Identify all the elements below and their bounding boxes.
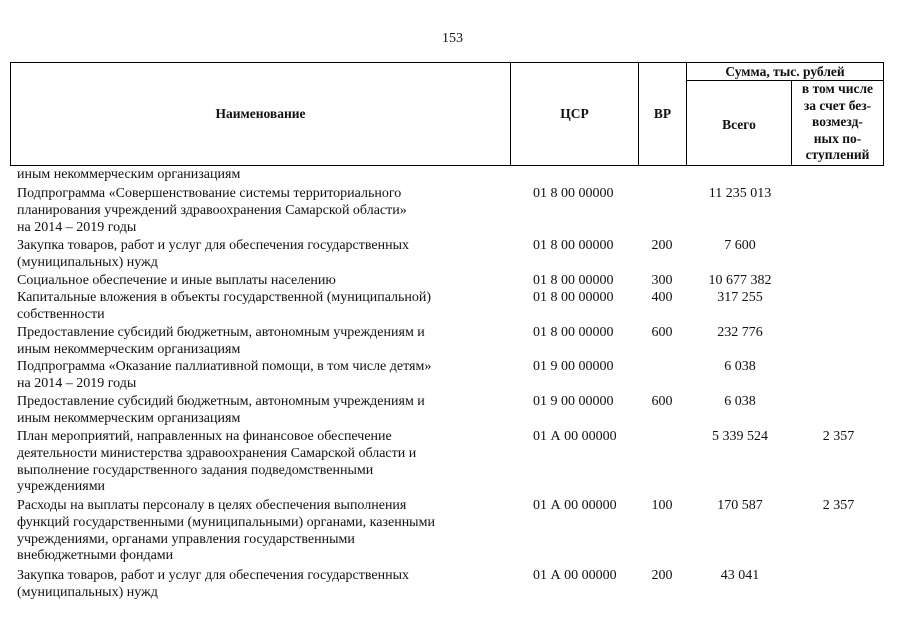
row-csr: 01 8 00 00000 xyxy=(533,325,614,340)
row-name xyxy=(17,238,502,272)
row-name-line: Расходы на выплаты персоналу в целях обеспечения выполнения xyxy=(17,498,407,513)
header-vr: ВР xyxy=(653,106,672,121)
header-incl-line: ступлений xyxy=(805,147,870,162)
row-name xyxy=(17,394,502,428)
row-name-line: Подпрограмма «Оказание паллиативной помощи, в том числе детям» xyxy=(17,359,432,374)
row-name-line: деятельности министерства здравоохранения Самарской области и xyxy=(17,445,417,461)
header-incl-line: ных по- xyxy=(813,130,862,146)
row-name-line: Закупка товаров, работ и услуг для обеспечения государственных xyxy=(17,568,410,583)
header-right-border xyxy=(883,62,884,166)
row-total: 170 587 xyxy=(717,498,763,513)
row-name xyxy=(17,273,502,290)
header-csr: ЦСР xyxy=(560,106,589,121)
row-name-line: План мероприятий, направленных на финансовое обеспечение xyxy=(17,429,392,444)
header-incl xyxy=(792,81,883,164)
row-vr: 300 xyxy=(651,273,673,288)
row-name-line: учреждениями, органами управления государственными xyxy=(17,531,355,547)
row-total: 317 255 xyxy=(717,290,763,305)
row-vr: 600 xyxy=(651,394,673,409)
row-name-line: на 2014 – 2019 годы xyxy=(17,219,137,235)
row-name-line: Социальное обеспечение и иные выплаты населению xyxy=(17,273,336,288)
row-name-line: иным некоммерческим организациям xyxy=(17,167,241,182)
row-total: 43 041 xyxy=(720,568,760,583)
row-total: 11 235 013 xyxy=(708,186,772,201)
row-csr: 01 9 00 00000 xyxy=(533,359,614,374)
row-total: 6 038 xyxy=(724,359,756,374)
header-incl-line: в том числе xyxy=(801,81,874,96)
row-name xyxy=(17,498,502,565)
row-name-line: иным некоммерческим организациям xyxy=(17,410,241,426)
row-vr: 400 xyxy=(651,290,673,305)
row-name-line: иным некоммерческим организациям xyxy=(17,341,241,357)
row-total: 10 677 382 xyxy=(708,273,772,288)
row-csr: 01 9 00 00000 xyxy=(533,394,614,409)
row-csr: 01 8 00 00000 xyxy=(533,186,614,201)
header-incl-line: возмезд- xyxy=(812,114,863,129)
row-name-line: Подпрограмма «Совершенствование системы территориального xyxy=(17,186,402,201)
row-name-line: планирования учреждений здравоохранения Самарской области» xyxy=(17,202,407,218)
row-total: 6 038 xyxy=(724,394,756,409)
row-vr: 200 xyxy=(651,238,673,253)
header-bottom-border xyxy=(10,165,884,166)
row-vr: 100 xyxy=(651,498,673,513)
row-incl: 2 357 xyxy=(822,498,855,513)
row-csr: 01 А 00 00000 xyxy=(533,429,617,444)
row-name-line: на 2014 – 2019 годы xyxy=(17,375,137,391)
table-header xyxy=(10,62,884,166)
header-name: Наименование xyxy=(215,106,306,121)
row-name-line: Предоставление субсидий бюджетным, автономным учреждениям и xyxy=(17,394,425,409)
row-name xyxy=(17,359,502,393)
row-csr: 01 8 00 00000 xyxy=(533,238,614,253)
row-name-line: выполнение государственного задания подведомственными xyxy=(17,462,374,478)
row-total: 5 339 524 xyxy=(712,429,768,444)
row-name-line: Капитальные вложения в объекты государственной (муниципальной) xyxy=(17,290,432,305)
header-top-border xyxy=(10,62,884,63)
row-name-line: Предоставление субсидий бюджетным, автономным учреждениям и xyxy=(17,325,425,340)
row-name xyxy=(17,568,502,602)
row-vr: 600 xyxy=(651,325,673,340)
header-incl-line: за счет без- xyxy=(803,97,872,113)
row-name-line: Закупка товаров, работ и услуг для обеспечения государственных xyxy=(17,238,410,253)
header-total: Всего xyxy=(722,117,756,132)
row-incl: 2 357 xyxy=(822,429,855,444)
row-name xyxy=(17,167,502,184)
row-csr: 01 А 00 00000 xyxy=(533,568,617,583)
row-name-line: внебюджетными фондами xyxy=(17,548,174,564)
row-name xyxy=(17,325,502,359)
row-name-line: функций государственными (муниципальными) органами, казенными xyxy=(17,514,435,530)
row-name xyxy=(17,290,502,324)
header-sum-group: Сумма, тыс. рублей xyxy=(725,64,845,79)
row-name-line: (муниципальных) нужд xyxy=(17,584,158,600)
page-number: 153 xyxy=(442,31,463,46)
row-csr: 01 8 00 00000 xyxy=(533,290,614,305)
row-vr: 200 xyxy=(651,568,673,583)
row-name xyxy=(17,429,502,496)
row-csr: 01 А 00 00000 xyxy=(533,498,617,513)
row-csr: 01 8 00 00000 xyxy=(533,273,614,288)
row-name-line: учреждениями xyxy=(17,479,106,495)
row-total: 7 600 xyxy=(724,238,756,253)
row-name-line: собственности xyxy=(17,306,105,322)
row-name-line: (муниципальных) нужд xyxy=(17,254,158,270)
row-name xyxy=(17,186,502,236)
row-total: 232 776 xyxy=(717,325,763,340)
